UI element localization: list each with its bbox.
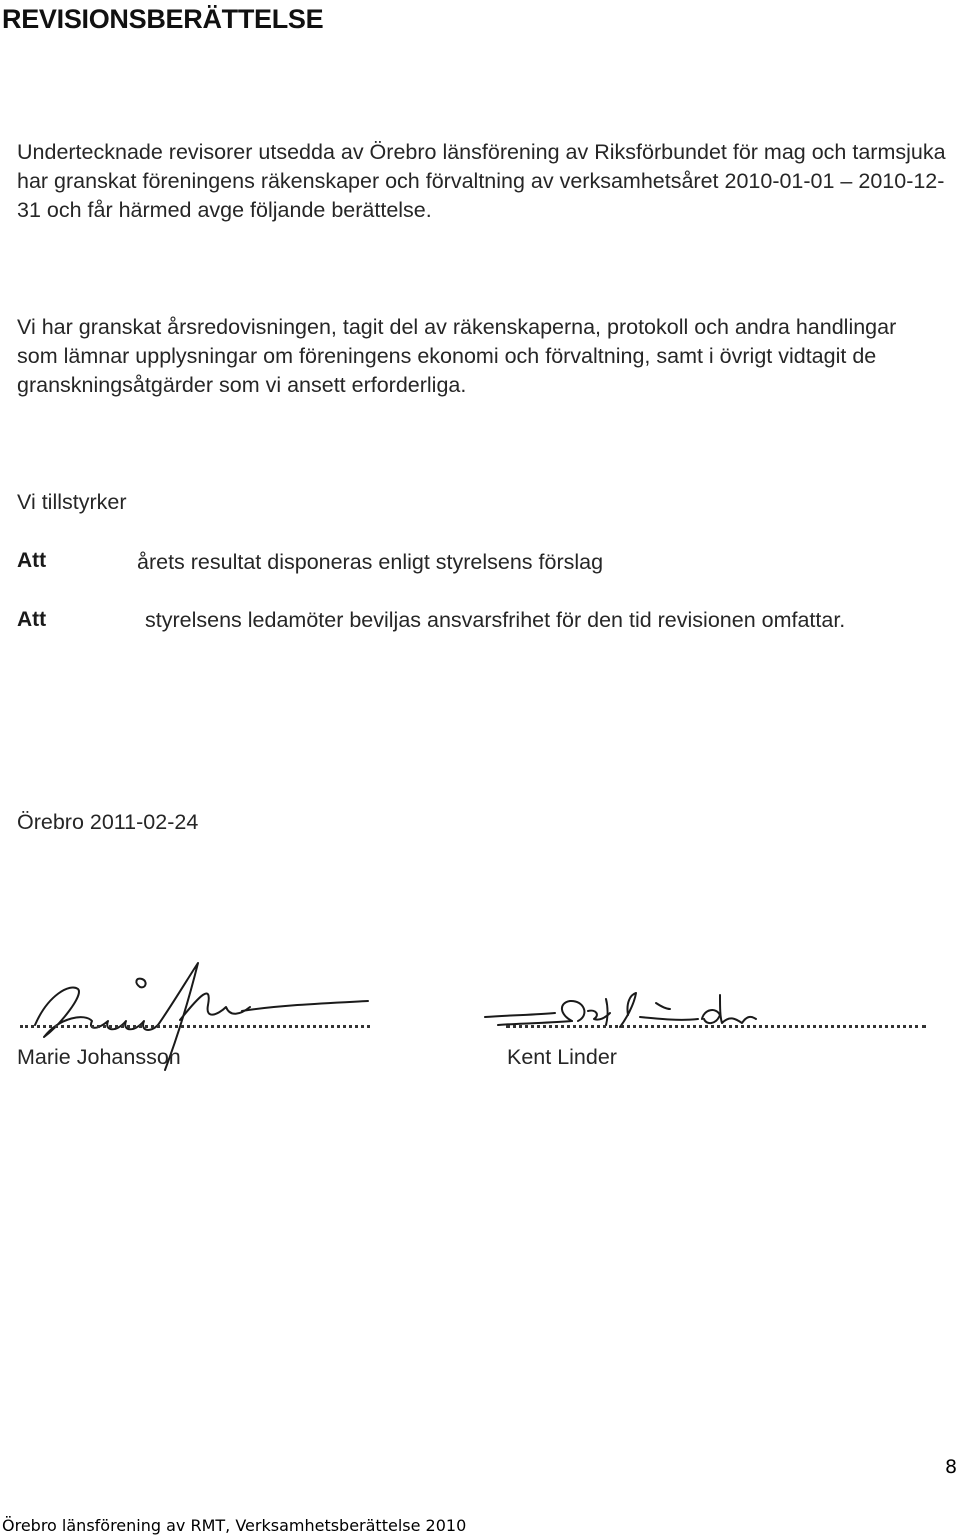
signatory-name-right: Kent Linder <box>507 1045 617 1069</box>
signature-kent-linder <box>480 985 780 1045</box>
signature-line-right <box>506 1025 926 1028</box>
signatory-name-left: Marie Johansson <box>17 1045 181 1069</box>
place-and-date: Örebro 2011-02-24 <box>17 810 199 834</box>
recommendation-1-label: Att <box>17 549 47 572</box>
intro-paragraph: Undertecknade revisorer utsedda av Örebro länsförening av Riksförbundet för mag och tarmsjuka har granskat föreningens räkenskaper och förvaltning av verksamhetsåret 2010-01-01 – 2010-12-31 och får härmed avge följande berättelse. <box>17 140 946 222</box>
recommendation-2-label: Att <box>17 608 47 631</box>
document-title: REVISIONSBERÄTTELSE <box>2 4 324 34</box>
page-footer: Örebro länsförening av RMT, Verksamhetsberättelse 2010 <box>2 1516 467 1535</box>
recommendation-lead: Vi tillstyrker <box>17 490 127 514</box>
recommendation-2-text: styrelsens ledamöter beviljas ansvarsfrihet för den tid revisionen omfattar. <box>145 608 846 632</box>
audit-scope-paragraph: Vi har granskat årsredovisningen, tagit del av räkenskaperna, protokoll och andra handlingar som lämnar upplysningar om föreningens ekonomi och förvaltning, samt i övrigt vidtagit de granskningsåtgärder som vi ansett erforderliga. <box>17 315 897 397</box>
recommendation-1-text: årets resultat disponeras enligt styrelsens förslag <box>137 550 604 574</box>
page-number: 8 <box>945 1456 958 1478</box>
signature-line-left <box>20 1025 370 1028</box>
